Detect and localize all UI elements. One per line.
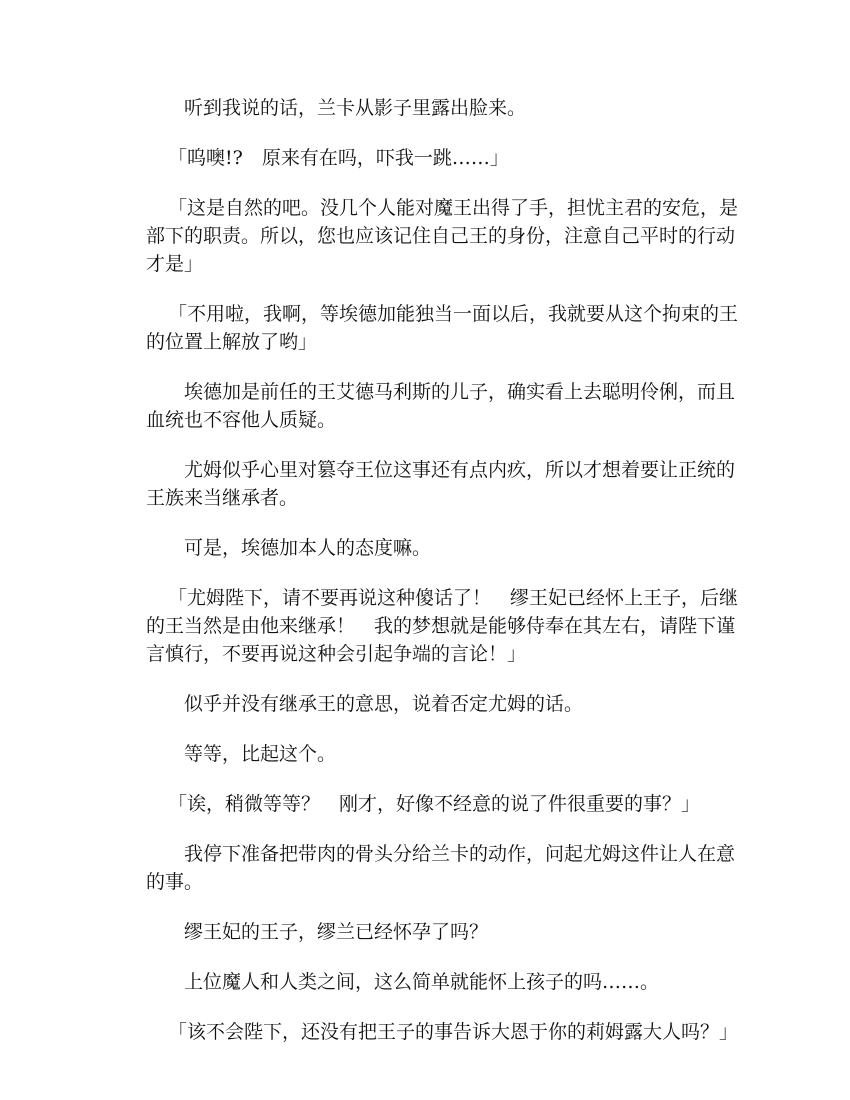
dialogue-4: 「尤姆陛下，请不要再说这种傻话了！ 缪王妃已经怀上王子，后继的王当然是由他来继承！ 我的梦想就是能够侍奉在其左右，请陛下谨言慎行，不要再说这种会引起争端的言论！」 bbox=[146, 587, 739, 665]
paragraph-4: 可是，埃德加本人的态度嘛。 bbox=[184, 537, 432, 559]
paragraph-2: 埃德加是前任的王艾德马利斯的儿子，确实看上去聪明伶俐，而且血统也不容他人质疑。 bbox=[146, 381, 736, 431]
paragraph-9: 上位魔人和人类之间，这么简单就能怀上孩子的吗……。 bbox=[184, 971, 660, 993]
document-page bbox=[146, 94, 746, 1068]
dialogue-6: 「该不会陛下，还没有把王子的事告诉大恩于你的莉姆露大人吗？」 bbox=[168, 1021, 739, 1043]
paragraph-5: 似乎并没有继承王的意思，说着否定尤姆的话。 bbox=[184, 693, 584, 715]
paragraph-1: 听到我说的话，兰卡从影子里露出脸来。 bbox=[184, 97, 527, 119]
paragraph-7: 我停下准备把带肉的骨头分给兰卡的动作，问起尤姆这件让人在意的事。 bbox=[146, 843, 736, 893]
paragraph-3: 尤姆似乎心里对篡夺王位这事还有点内疚，所以才想着要让正统的王族来当继承者。 bbox=[146, 459, 736, 509]
dialogue-1: 「呜噢!? 原来有在吗，吓我一跳……」 bbox=[168, 147, 509, 169]
paragraph-6: 等等，比起这个。 bbox=[184, 743, 337, 765]
dialogue-5: 「诶，稍微等等？ 刚才，好像不经意的说了件很重要的事？」 bbox=[168, 793, 701, 815]
dialogue-2: 「这是自然的吧。没几个人能对魔王出得了手，担忧主君的安危，是部下的职责。所以，您也应该记住自己王的身份，注意自己平时的行动才是」 bbox=[146, 197, 739, 275]
paragraph-8: 缪王妃的王子，缪兰已经怀孕了吗？ bbox=[184, 921, 489, 943]
dialogue-3: 「不用啦，我啊，等埃德加能独当一面以后，我就要从这个拘束的王的位置上解放了哟」 bbox=[146, 303, 739, 353]
